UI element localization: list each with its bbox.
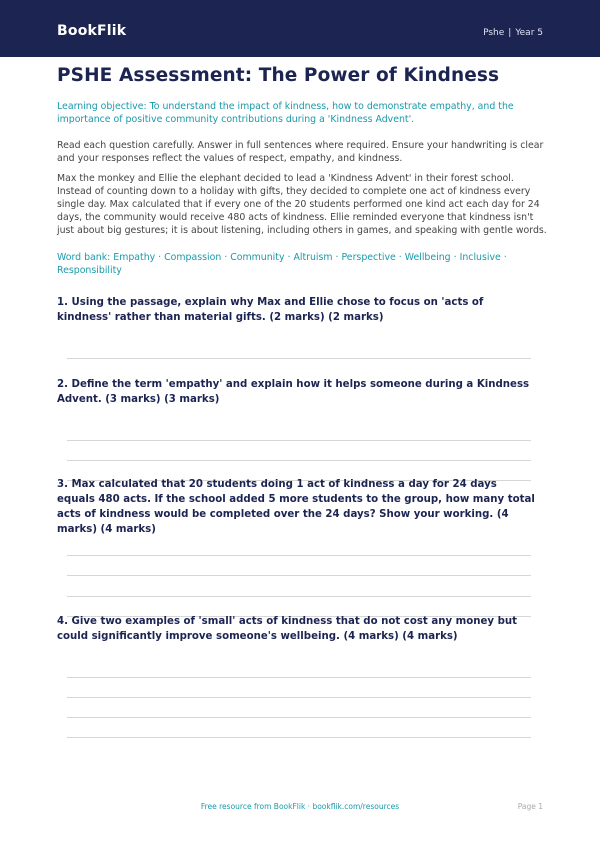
page-title: PSHE Assessment: The Power of Kindness — [57, 65, 500, 86]
answer-line[interactable] — [67, 677, 531, 678]
learning-objective: Learning objective: To understand the impact of kindness, how to demonstrate empathy, and the importance of positive community contributions during a 'Kindness Advent'. — [57, 101, 514, 125]
page-number: Page 1 — [517, 802, 543, 811]
footer-resource-link[interactable]: Free resource from BookFlik · bookflik.com/resources — [200, 802, 400, 811]
breadcrumb-year: Year 5 — [515, 28, 543, 38]
answer-line[interactable] — [67, 737, 531, 738]
question-4: 4. Give two examples of 'small' acts of kindness that do not cost any money but could significantly improve someone's wellbeing. (4 marks) (4 marks) — [57, 616, 518, 642]
question-2: 2. Define the term 'empathy' and explain how it helps someone during a Kindness Advent. (3 marks) (3 marks) — [57, 377, 535, 407]
answer-line[interactable] — [67, 358, 531, 359]
breadcrumb — [483, 28, 543, 38]
breadcrumb-subject: Pshe — [483, 28, 505, 38]
answer-line[interactable] — [67, 575, 531, 576]
answer-line[interactable] — [67, 555, 531, 556]
answer-line[interactable] — [67, 717, 531, 718]
brand-logo[interactable]: BookFlik — [57, 23, 127, 39]
breadcrumb-separator: | — [508, 28, 512, 38]
word-bank: Word bank: Empathy · Compassion · Community · Altruism · Perspective · Wellbeing · Inclusive · Responsibility — [57, 252, 507, 276]
answer-line[interactable] — [67, 697, 531, 698]
answer-line[interactable] — [67, 440, 531, 441]
header-bar — [0, 0, 600, 57]
question-3: 3. Max calculated that 20 students doing 1 act of kindness a day for 24 days equals 480 acts. If the school added 5 more students to the group, how many total acts of kindness would be completed over the 24 days? Show your working. (4 marks) (4 marks) — [57, 479, 535, 535]
reading-passage: Max the monkey and Ellie the elephant decided to lead a 'Kindness Advent' in their forest school. Instead of counting down to a holiday with gifts, they decided to complete one act of kindness every single day. Max calculated that if every one of the 20 students performed one kind act each day for 24 days, the community would receive 480 acts of kindness. Ellie reminded everyone that kindness isn't just about big gestures; it is about listening, including others in games, and speaking with gentle words. — [57, 173, 547, 236]
question-1: 1. Using the passage, explain why Max and Ellie chose to focus on 'acts of kindness' rather than material gifts. (2 marks) (2 marks) — [57, 297, 484, 323]
answer-line[interactable] — [67, 596, 531, 597]
instructions: Read each question carefully. Answer in full sentences where required. Ensure your handwriting is clear and your responses reflect the values of respect, empathy, and kindness. — [57, 140, 544, 164]
answer-line[interactable] — [67, 460, 531, 461]
